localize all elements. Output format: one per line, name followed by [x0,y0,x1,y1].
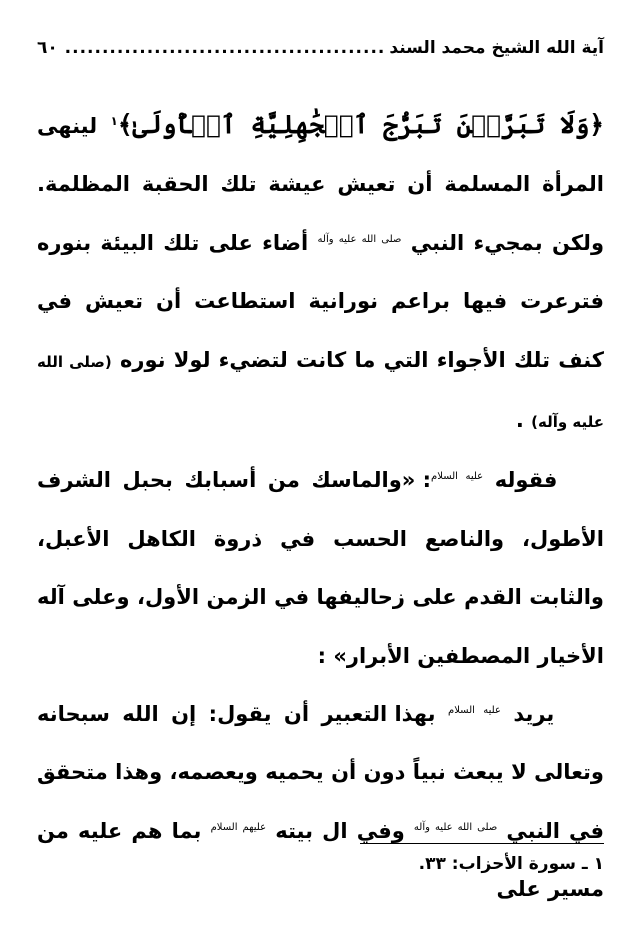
paragraph-text: : «والماسك من أسبابك بحبل الشرف الأطول، والناصع الحسب في ذروة الكاهل الأعبل، والثابت القدم على زحاليفها في الزمن الأول، وعلى آله الأخيار المصطفين الأبرار» : [37,468,604,668]
honorific-symbol: عليه السلام [431,471,484,483]
header-title: آية الله الشيخ محمد السند [389,38,604,58]
paragraph-text: وفي ال بيته [275,818,405,843]
paragraph-1 [37,96,604,451]
paragraph-text: لينهى المرأة المسلمة أن تعيش عيشة تلك الحقبة المظلمة. ولكن بمجيء النبي [37,114,604,255]
quran-quote-close: ﴾ [117,110,133,139]
main-text [37,96,604,919]
honorific-symbol: عليهم السلام [210,821,267,833]
paragraph-2 [37,451,604,685]
header-leader-dots [62,38,386,58]
salawat-text: (صلى الله عليه وآله) [37,352,604,432]
footnote-separator [360,843,604,844]
footnote-ref: ١ [110,114,118,128]
honorific-symbol: صلى الله عليه وآله [317,233,402,245]
footnote: ١ ـ سورة الأحزاب: ٣٣. [418,854,604,874]
paragraph-text: . [515,408,524,433]
running-header [37,30,604,58]
paragraph-text: بهذا التعبير أن يقول: إن الله سبحانه وتعالى لا يبعث نبياً دون أن يحميه ويعصمه، وهذا متحقق في النبي [37,702,605,843]
honorific-symbol: عليه السلام [448,705,501,717]
quran-verse: وَلَا تَبَرَّجۡنَ تَبَرُّجَ ٱلۡجَٰهِلِيَّةِ ٱلۡأُولَىٰ [132,110,590,139]
paragraph-text: أضاء على تلك البيئة بنوره فترعرت فيها براعم نورانية استطاعت أن تعيش في كنف تلك الأجواء التي ما كانت لتضيء لولا نوره [37,230,605,372]
paragraph-text: فقوله [494,468,558,493]
paragraph-3 [37,685,604,919]
page-number: ٦٠ [37,38,58,58]
paragraph-text: يريد [513,702,555,727]
honorific-symbol: صلى الله عليه وآله [413,821,498,833]
quran-quote-open: ﴿ [589,110,604,139]
paragraph-text: بما هم عليه من مسير على [37,818,604,902]
